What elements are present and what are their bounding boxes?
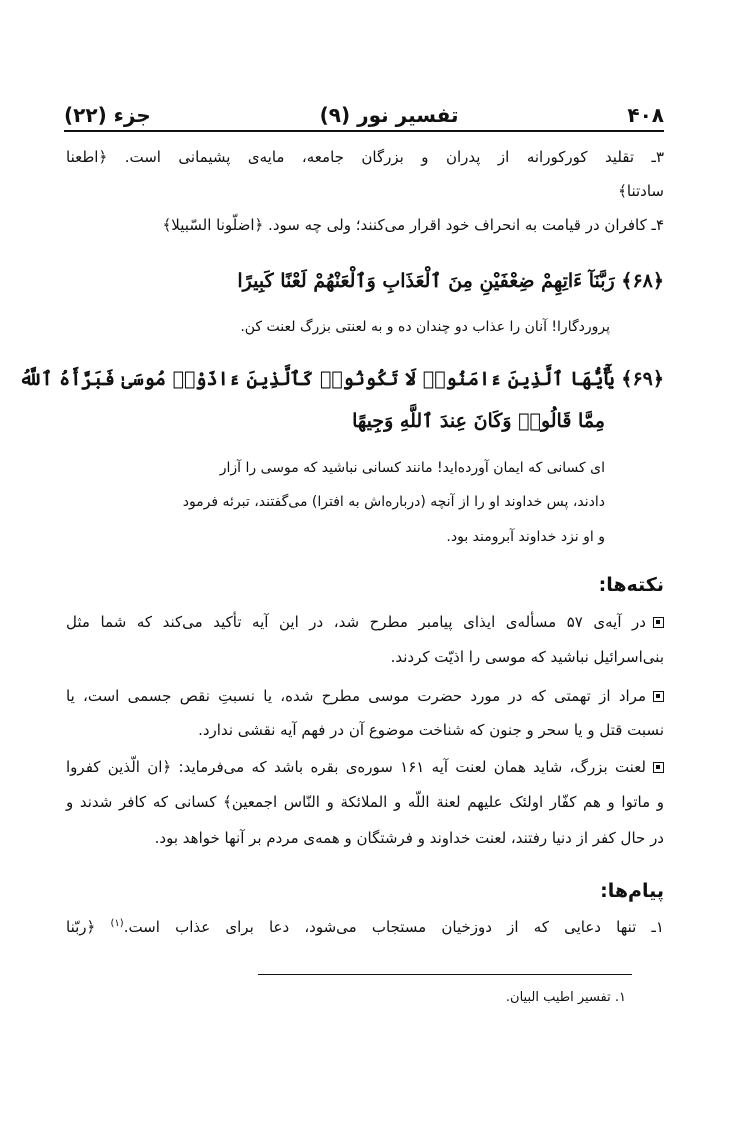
verse-69-translation-line3: و او نزد خداوند آبرومند بود. [446,529,605,545]
square-bullet-icon [653,691,664,702]
notes-heading: نکته‌ها: [598,574,664,596]
verse-69-translation-line1: ای کسانی که ایمان آورده‌اید! مانند کسانی نباشید که موسی را آزار [219,460,605,476]
verse-68-arabic: ﴿۶۸﴾ رَبَّنَآ ءَاتِهِمْ ضِعْفَيْنِ مِنَ ٱلْعَذَابِ وَٱلْعَنْهُمْ لَعْنًا كَبِيرًا [237,270,664,292]
messages-heading: پیام‌ها: [600,880,664,902]
list-item-4: ۴ـ کافران در قیامت به انحراف خود اقرار می‌کنند؛ ولی چه سود. ﴿اضلّونا السّبیلا﴾ [162,216,664,234]
note-3-line3: در حال کفر از دنیا رفتند، لعنت خداوند و فرشتگان و همه‌ی مردم بر آنها خواهد بود. [154,829,664,847]
square-bullet-icon [653,617,664,628]
note-3-line1: لعنت بزرگ، شاید همان لعنت آیه ۱۶۱ سوره‌ی بقره باشد که می‌فرماید: ﴿ان الّذین کفروا [66,758,664,776]
book-title: تفسیر نور (۹) [319,103,459,127]
footnote: ۱. تفسیر اطیب البیان. [505,990,626,1005]
note-2-line1: مراد از تهمتی که در مورد حضرت موسی مطرح شده، یا نسبتِ نقص جسمی است، یا [66,687,664,705]
note-3-line2: و ماتوا و هم کفّار اولئک علیهم لعنة اللّه و الملائکة و النّاس اجمعین﴾ کسانی که کافر شدند و [66,793,664,811]
footnote-ref: (۱) [110,918,124,929]
verse-69-arabic-line2: مِمَّا قَالُوا۟ وَكَانَ عِندَ ٱللَّهِ وَجِيهًا [352,410,605,432]
verse-68-translation: پروردگارا! آنان را عذاب دو چندان ده و به لعنتی بزرگ لعنت کن. [240,319,610,335]
page-header [64,93,664,127]
message-1: ۱ـ تنها دعایی که از دوزخیان مستجاب می‌شود، دعا برای عذاب است.$^{(۱)}$ ﴿ربّنا [66,918,664,936]
list-item-3-cont: سادتنا﴾ [618,182,664,200]
note-1-line2: بنی‌اسرائیل نباشید که موسی را اذیّت کردند. [390,648,664,666]
verse-69-translation-line2: دادند، پس خداوند او را از آنچه (درباره‌اش به افترا) می‌گفتند، تبرئه فرمود [182,494,605,510]
list-item-3: ۳ـ تقلید کورکورانه از پدران و بزرگان جامعه، مایه‌ی پشیمانی است. ﴿اطعنا [66,148,664,166]
square-bullet-icon [653,762,664,773]
verse-69-arabic-line1: ﴿۶۹﴾ يَٰٓأَيُّهَا ٱلَّذِينَ ءَامَنُوا۟ لَا تَكُونُوا۟ كَٱلَّذِينَ ءَاذَوْا۟ مُوسَىٰ فَبَرَّأَهُ ٱللَّهُ [19,368,664,390]
part-label: جزء (۲۲) [64,103,151,127]
footnote-rule [258,974,632,975]
header-rule [64,130,664,132]
note-1-line1: در آیه‌ی ۵۷ مسأله‌ی ایذای پیامبر مطرح شد، در این آیه تأکید می‌کند که شما مثل [66,613,664,631]
page-number: ۴۰۸ [627,103,664,127]
note-2-line2: نسبت قتل و یا سحر و جنون که شناخت موضوع آن در فهم آیه نقشی ندارد. [198,721,664,739]
